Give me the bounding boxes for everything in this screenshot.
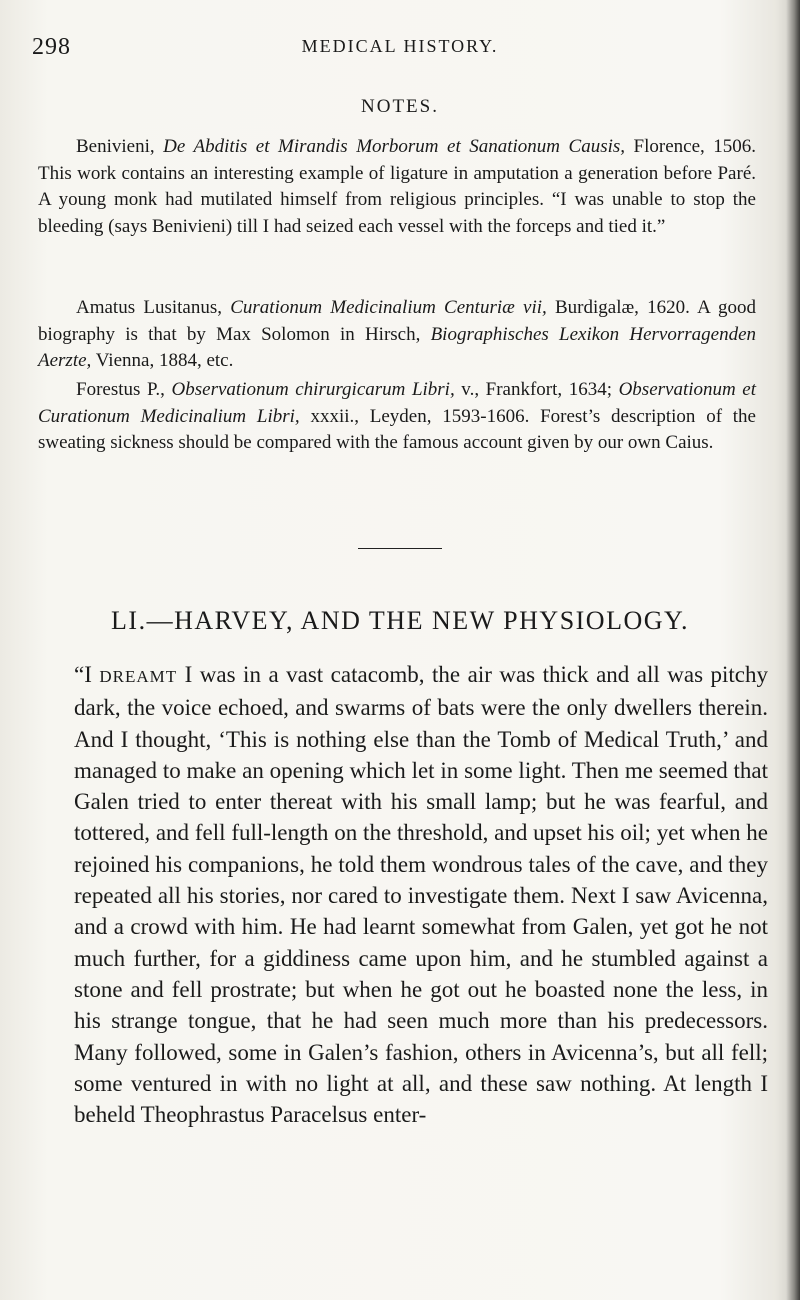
note-text-end: xxxii., Leyden, 1593-1606. Forest’s description of the sweating sickness should be compared with the famous account given by our own Caius. (38, 405, 756, 453)
body-paragraph: I was in a vast catacomb, the air was thick and all was pitchy dark, the voice echoed, and swarms of bats were the only dwellers therein. And I thought, ‘This is nothing else than the Tomb of Medical Truth,’ and managed to make an opening which let in some light. Then me seemed that Galen tried to enter thereat with his small lamp; but he was fearful, and tottered, and fell full-length on the threshold, and upset his oil; yet when he rejoined his companions, he told them wondrous tales of the cave, and they repeated all his stories, nor cared to investigate them. Next I saw Avicenna, and a crowd with him. He had learnt somewhat from Galen, yet got he not much further, for a giddiness came upon him, and he stumbled against a stone and fell prostrate; but when he got out he boasted none the less, in his strange tongue, that he had seen much more than his predecessors. Many followed, some in Galen’s fashion, others in Avicenna’s, but all fell; some ventured in with no light at all, and these saw nothing. At length I beheld Theophrastus Paracelsus enter- (74, 662, 769, 1128)
note-author: Benivieni, (76, 136, 155, 157)
note-work-title: Observationum chirurgicarum Libri, (171, 379, 455, 400)
page-header (0, 34, 800, 64)
note-work-title-2: Observationum et Curationum Medicinalium Libri, (38, 379, 757, 427)
note-forestus (38, 377, 756, 457)
note-amatus-lusitanus (38, 295, 756, 375)
note-text-end: Vienna, 1884, etc. (95, 350, 234, 371)
opening-small-caps: DREAMT (99, 667, 178, 686)
page-number: 298 (32, 34, 71, 60)
running-title: MEDICAL HISTORY. (301, 36, 499, 56)
note-author: Amatus Lusitanus, (76, 297, 222, 318)
note-author: Forestus P., (76, 379, 165, 400)
note-benivieni (38, 134, 756, 240)
page-edge-shadow (786, 0, 800, 1300)
note-text: v., Frankfort, 1634; (461, 379, 612, 400)
opening-quote: “I (74, 662, 92, 687)
note-work-title: Curationum Medicinalium Centuriæ vii, (230, 297, 547, 318)
note-work-title: De Abditis et Mirandis Morborum et Sanationum Causis, (163, 136, 626, 157)
notes-heading: NOTES. (361, 96, 439, 117)
chapter-title: LI.—HARVEY, AND THE NEW PHYSIOLOGY. (111, 606, 689, 635)
chapter-body (74, 659, 768, 1130)
section-divider (358, 548, 442, 549)
note-text: Florence, 1506. This work contains an interesting example of ligature in amputation a generation before Paré. A young monk had mutilated himself from religious principles. “I was unable to stop the bleeding (says Benivieni) till I had seized each vessel with the forceps and tied it.” (38, 136, 757, 237)
note-work-title-2: Biographisches Lexikon Hervorragenden Aerzte, (38, 323, 757, 371)
note-text: Burdigalæ, 1620. A good biography is that by Max Solomon in Hirsch, (38, 297, 756, 345)
